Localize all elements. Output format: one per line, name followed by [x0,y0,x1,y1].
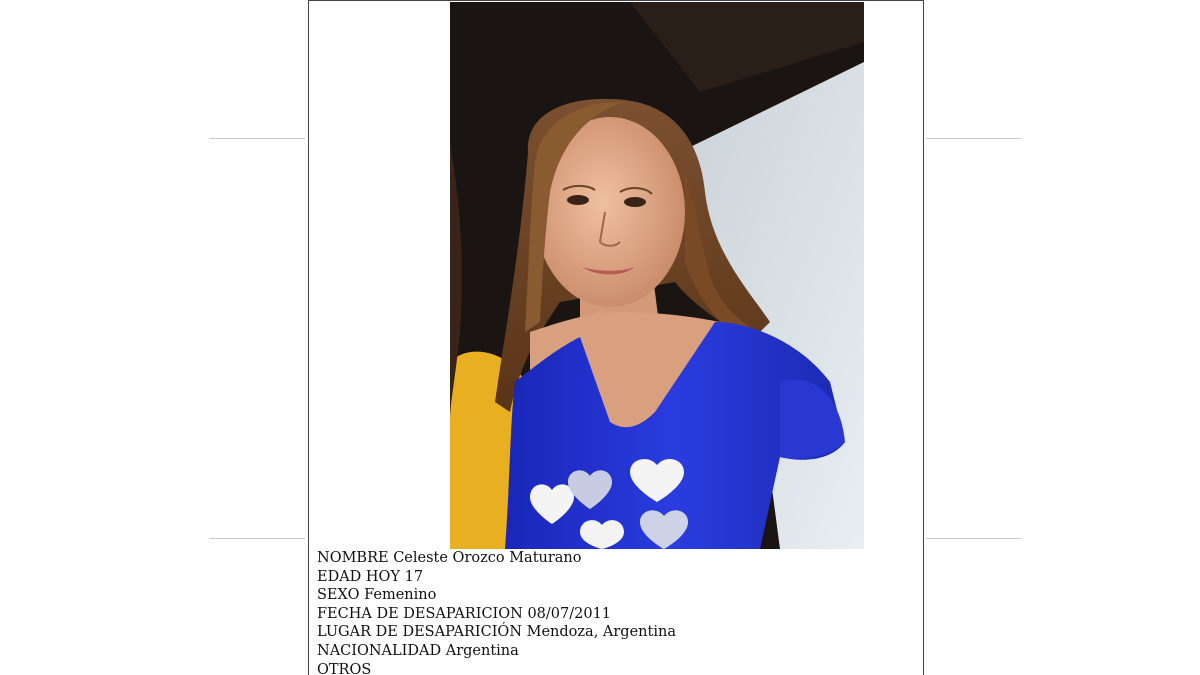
guide-line-top-right [926,138,1021,139]
detail-label: FECHA DE DESAPARICION [317,605,523,622]
detail-label: LUGAR DE DESAPARICIÓN [317,624,523,641]
guide-line-bottom-left [209,538,305,539]
detail-disappearance-date [317,605,917,624]
detail-value: Mendoza, Argentina [526,624,676,641]
detail-label: OTROS [317,661,372,675]
detail-value: Femenino [364,587,437,604]
detail-nationality [317,642,917,661]
guide-line-bottom-right [926,538,1021,539]
detail-other [317,661,917,675]
detail-label: NACIONALIDAD [317,642,442,659]
detail-label: SEXO [317,587,360,604]
detail-name [317,549,917,568]
detail-value: 08/07/2011 [527,605,612,622]
detail-value: Argentina [445,642,519,659]
detail-age [317,568,917,587]
guide-line-top-left [209,138,305,139]
person-details [317,549,917,675]
missing-person-photo [450,2,864,549]
detail-disappearance-place [317,623,917,642]
document-page [308,0,924,675]
detail-label: EDAD HOY [317,568,401,585]
detail-value: Celeste Orozco Maturano [393,550,582,566]
detail-sex [317,586,917,605]
detail-label: NOMBRE [317,550,389,566]
detail-value: 17 [404,568,424,585]
